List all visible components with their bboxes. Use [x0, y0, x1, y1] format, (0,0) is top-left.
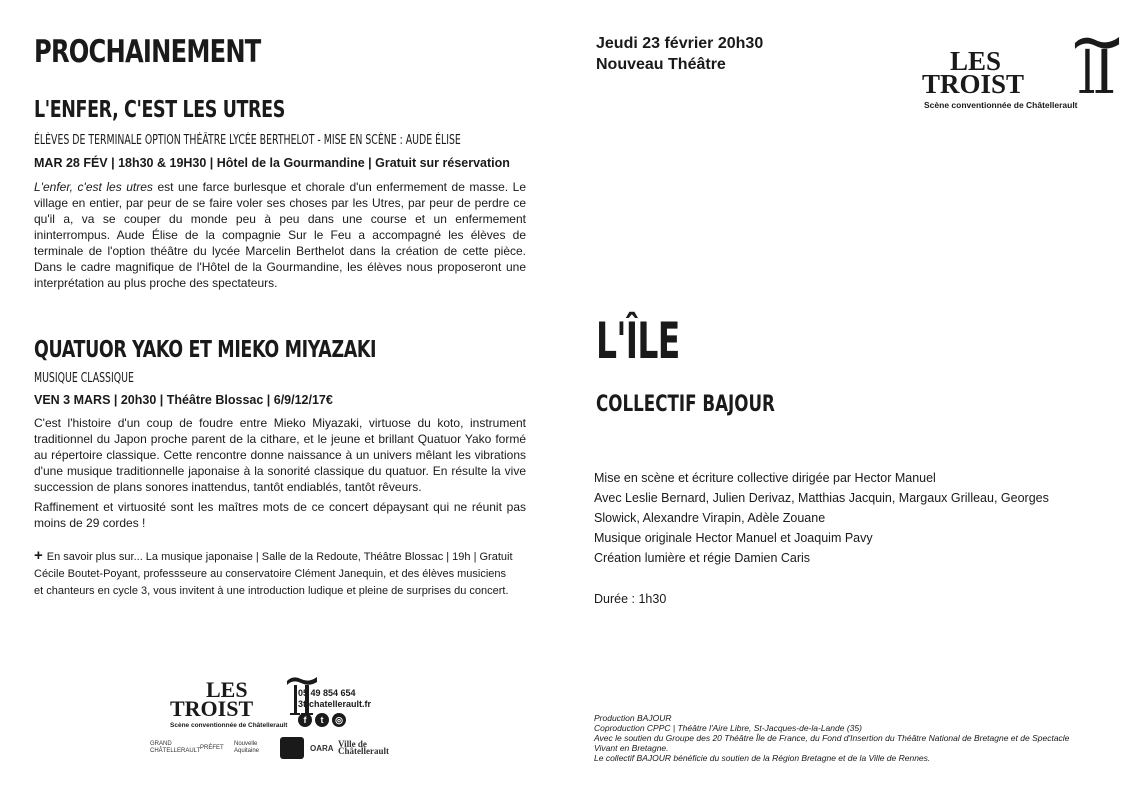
production-line-2: Coproduction CPPC | Théâtre l'Aire Libre, St-Jacques-de-la-Lande (35) [594, 723, 862, 733]
partner-nouvelle-aquitaine: Nouvelle Aquitaine [234, 741, 260, 754]
event-2-info: VEN 3 MARS | 20h30 | Théâtre Blossac | 6/9/12/17€ [34, 393, 333, 407]
partner-prefet: PRÉFET [200, 744, 224, 751]
event-1-description [34, 179, 526, 295]
production-line-3: Avec le soutien du Groupe des 20 Théâtre Île de France, du Fond d'Insertion du Théâtre National de Bretagne et de Spectacle Vivant en Bretagne. [594, 733, 1070, 753]
instagram-icon[interactable]: ◎ [332, 713, 346, 727]
event-1-text: est une farce burlesque et chorale d'un enfermement de masse. Le village en entier, par peur de se faire voler ses choses par les Utres, par peur de perdre ce qu'il a, va se couper du monde peu à peu dans une course et un enfermement ininterrompus. Aude Élise de la compagnie Sur le Feu a accompagné les élèves de terminale de l'option théâtre du lycée Marcelin Berthelot dans la création de cette pièce. Dans le cadre magnifique de l'Hôtel de la Gourmandine, les élèves nous proposeront une interprétation au plus proche des spectateurs. [34, 180, 526, 290]
plus-icon: + [34, 547, 43, 564]
performance-date-block [596, 33, 763, 75]
event-1-subtitle: ÉLÈVES DE TERMINALE OPTION THÉÂTRE LYCÉE BERTHELOT - MISE EN SCÈNE : AUDE ÉLISE [34, 133, 461, 148]
header-logo-les: LES [950, 45, 1002, 76]
event-2-title: QUATUOR YAKO ET MIEKO MIYAZAKI [34, 337, 377, 363]
website-link[interactable]: 3t-chatellerault.fr [298, 699, 372, 709]
footer-logo [170, 675, 319, 729]
more-info-line-3: et chanteurs en cycle 3, vous invitent à une introduction ludique et pleine de surprises du concert. [34, 585, 509, 597]
header-logo-wordmark [922, 45, 1078, 99]
production-line-1: Production BAJOUR [594, 713, 672, 723]
partner-grand-chatellerault: GRAND CHÂTELLERAULT [150, 741, 201, 754]
section-heading: PROCHAINEMENT [34, 34, 261, 70]
credits-block [594, 468, 1094, 568]
show-company: COLLECTIF BAJOUR [596, 392, 775, 417]
facebook-icon[interactable]: f [298, 713, 312, 727]
credit-lighting: Création lumière et régie Damien Caris [594, 551, 811, 565]
header-logo-troist: TROIST [922, 68, 1025, 99]
event-2-description [34, 415, 526, 535]
performance-date: Jeudi 23 février 20h30 [596, 35, 764, 52]
event-1-info: MAR 28 FÉV | 18h30 & 19H30 | Hôtel de la Gourmandine | Gratuit sur réservation [34, 156, 510, 170]
performance-venue: Nouveau Théâtre [596, 56, 726, 73]
partner-oara: OARA [310, 743, 334, 753]
event-1-title: L'ENFER, C'EST LES UTRES [34, 97, 285, 123]
logo-mark-icon [1072, 34, 1122, 96]
production-notes [594, 713, 1094, 763]
header-logo-tagline: Scène conventionnée de Châtellerault [924, 100, 1078, 110]
footer-logo-wordmark [170, 677, 287, 722]
footer-logo-les: LES [206, 677, 248, 703]
event-2-subtitle: MUSIQUE CLASSIQUE [34, 371, 134, 386]
credit-music: Musique originale Hector Manuel et Joaquim Pavy [594, 531, 873, 545]
credit-direction: Mise en scène et écriture collective dirigée par Hector Manuel [594, 471, 936, 485]
partner-ville-chatellerault: Ville de Châtellerault [338, 739, 389, 756]
twitter-icon[interactable]: t [315, 713, 329, 727]
phone-number: 05 49 854 654 [298, 688, 356, 698]
header-logo [922, 34, 1122, 110]
event-2-text-2: Raffinement et virtuosité sont les maîtres mots de ce concert dépaysant qui ne réunit pas moins de 29 cordes ! [34, 500, 526, 530]
duration: Durée : 1h30 [594, 592, 667, 606]
event-2-text: C'est l'histoire d'un coup de foudre entre Mieko Miyazaki, virtuose du koto, instrument traditionnel du Japon proche parent de la cithare, et le jeune et brillant Quatuor Yako formé au répertoire classique. Cette rencontre donne naissance à un univers mêlant les vibrations d'une musique traditionnelle japonaise à la sonorité classique du quatuor. En résulte la vive succession de plans sonores inattendus, tantôt endiablés, tantôt rêveurs. [34, 416, 526, 494]
show-title: L'ÎLE [596, 312, 680, 370]
production-line-4: Le collectif BAJOUR bénéficie du soutien de la Région Bretagne et de la Ville de Rennes. [594, 753, 931, 763]
social-icons [298, 713, 371, 727]
more-info-line-1: En savoir plus sur... La musique japonaise | Salle de la Redoute, Théâtre Blossac | 19h | Gratuit [46, 551, 513, 563]
partner-logos [150, 735, 420, 761]
event-1-italic-title: L'enfer, c'est les utres [34, 180, 153, 194]
footer-logo-tagline: Scène conventionnée de Châtellerault [170, 722, 288, 729]
more-info-block [34, 547, 534, 600]
partner-vienne-logo [280, 737, 304, 759]
credit-cast: Avec Leslie Bernard, Julien Derivaz, Matthias Jacquin, Margaux Grilleau, Georges Slowick, Alexandre Virapin, Adèle Zouane [594, 491, 1049, 525]
footer-logo-troist: TROIST [170, 696, 254, 722]
more-info-line-2: Cécile Boutet-Poyant, professseure au conservatoire Clément Janequin, et des élèves musiciens [34, 568, 507, 580]
contact-block [298, 688, 371, 727]
